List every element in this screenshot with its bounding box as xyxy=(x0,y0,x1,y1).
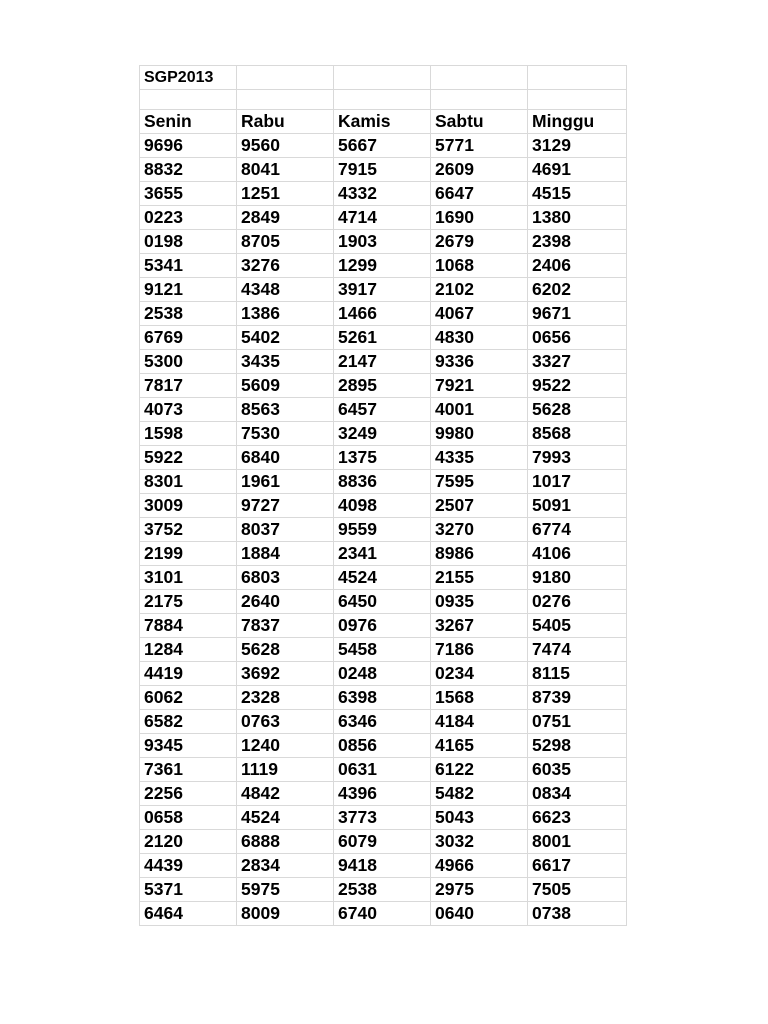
table-cell: 2341 xyxy=(334,542,431,566)
empty-cell xyxy=(334,90,431,110)
table-row xyxy=(140,494,627,518)
table-cell: 0738 xyxy=(528,902,627,926)
table-cell: 6398 xyxy=(334,686,431,710)
table-cell: 4524 xyxy=(237,806,334,830)
table-row xyxy=(140,782,627,806)
table-cell: 2679 xyxy=(431,230,528,254)
table-cell: 5667 xyxy=(334,134,431,158)
table-cell: 1017 xyxy=(528,470,627,494)
table-body xyxy=(140,66,627,926)
table-cell: 1240 xyxy=(237,734,334,758)
table-row xyxy=(140,278,627,302)
table-cell: 4396 xyxy=(334,782,431,806)
table-cell: 5771 xyxy=(431,134,528,158)
table-cell: 1251 xyxy=(237,182,334,206)
table-cell: 4842 xyxy=(237,782,334,806)
table-cell: 6122 xyxy=(431,758,528,782)
table-cell: 1598 xyxy=(140,422,237,446)
table-row xyxy=(140,590,627,614)
table-cell: 2538 xyxy=(334,878,431,902)
table-cell: 4348 xyxy=(237,278,334,302)
table-cell: 1690 xyxy=(431,206,528,230)
table-cell: 8001 xyxy=(528,830,627,854)
table-cell: 9671 xyxy=(528,302,627,326)
table-cell: 4691 xyxy=(528,158,627,182)
table-cell: 9336 xyxy=(431,350,528,374)
table-cell: 9522 xyxy=(528,374,627,398)
table-cell: 6769 xyxy=(140,326,237,350)
column-header-senin: Senin xyxy=(140,110,237,134)
table-cell: 7915 xyxy=(334,158,431,182)
table-cell: 6774 xyxy=(528,518,627,542)
table-cell: 5628 xyxy=(528,398,627,422)
table-cell: 6079 xyxy=(334,830,431,854)
table-cell: 0276 xyxy=(528,590,627,614)
table-cell: 3276 xyxy=(237,254,334,278)
table-cell: 9696 xyxy=(140,134,237,158)
table-cell: 0763 xyxy=(237,710,334,734)
table-cell: 9727 xyxy=(237,494,334,518)
table-cell: 4106 xyxy=(528,542,627,566)
table-cell: 6035 xyxy=(528,758,627,782)
table-cell: 9559 xyxy=(334,518,431,542)
table-cell: 2507 xyxy=(431,494,528,518)
table-cell: 6740 xyxy=(334,902,431,926)
table-cell: 0248 xyxy=(334,662,431,686)
table-cell: 4073 xyxy=(140,398,237,422)
table-cell: 4001 xyxy=(431,398,528,422)
table-cell: 1299 xyxy=(334,254,431,278)
table-cell: 6623 xyxy=(528,806,627,830)
table-cell: 7817 xyxy=(140,374,237,398)
table-cell: 5975 xyxy=(237,878,334,902)
table-cell: 3752 xyxy=(140,518,237,542)
table-cell: 0751 xyxy=(528,710,627,734)
table-row xyxy=(140,614,627,638)
table-cell: 9121 xyxy=(140,278,237,302)
table-cell: 0198 xyxy=(140,230,237,254)
table-cell: 5298 xyxy=(528,734,627,758)
column-header-rabu: Rabu xyxy=(237,110,334,134)
table-cell: 6450 xyxy=(334,590,431,614)
table-row xyxy=(140,350,627,374)
table-cell: 8986 xyxy=(431,542,528,566)
table-cell: 6464 xyxy=(140,902,237,926)
table-cell: 2640 xyxy=(237,590,334,614)
table-cell: 5609 xyxy=(237,374,334,398)
table-cell: 1375 xyxy=(334,446,431,470)
table-cell: 4098 xyxy=(334,494,431,518)
table-row xyxy=(140,902,627,926)
table-cell: 7921 xyxy=(431,374,528,398)
table-cell: 3327 xyxy=(528,350,627,374)
table-row xyxy=(140,158,627,182)
table-cell: 0640 xyxy=(431,902,528,926)
table-cell: 2406 xyxy=(528,254,627,278)
table-cell: 3101 xyxy=(140,566,237,590)
table-cell: 3249 xyxy=(334,422,431,446)
table-cell: 2975 xyxy=(431,878,528,902)
table-cell: 5458 xyxy=(334,638,431,662)
empty-row xyxy=(140,90,627,110)
table-cell: 9345 xyxy=(140,734,237,758)
table-cell: 2175 xyxy=(140,590,237,614)
table-cell: 5371 xyxy=(140,878,237,902)
title-row xyxy=(140,66,627,90)
table-cell: 6062 xyxy=(140,686,237,710)
table-cell: 8301 xyxy=(140,470,237,494)
table-cell: 7505 xyxy=(528,878,627,902)
table-cell: 2120 xyxy=(140,830,237,854)
table-cell: 4966 xyxy=(431,854,528,878)
empty-cell xyxy=(237,90,334,110)
empty-cell xyxy=(140,90,237,110)
table-cell: 5482 xyxy=(431,782,528,806)
table-cell: 4714 xyxy=(334,206,431,230)
table-cell: 4419 xyxy=(140,662,237,686)
table-cell: 3692 xyxy=(237,662,334,686)
table-cell: 2398 xyxy=(528,230,627,254)
table-cell: 1466 xyxy=(334,302,431,326)
table-cell: 2199 xyxy=(140,542,237,566)
table-cell: 5341 xyxy=(140,254,237,278)
table-row xyxy=(140,830,627,854)
table-cell: 0834 xyxy=(528,782,627,806)
table-cell: 4165 xyxy=(431,734,528,758)
table-cell: 0631 xyxy=(334,758,431,782)
table-row xyxy=(140,806,627,830)
table-cell: 7186 xyxy=(431,638,528,662)
table-row xyxy=(140,878,627,902)
table-cell: 1380 xyxy=(528,206,627,230)
table-row xyxy=(140,518,627,542)
table-cell: 0856 xyxy=(334,734,431,758)
table-cell: 6888 xyxy=(237,830,334,854)
results-table xyxy=(139,65,627,926)
table-cell: 8739 xyxy=(528,686,627,710)
empty-cell xyxy=(528,90,627,110)
table-cell: 1568 xyxy=(431,686,528,710)
table-row xyxy=(140,182,627,206)
column-header-minggu: Minggu xyxy=(528,110,627,134)
table-cell: 3435 xyxy=(237,350,334,374)
table-cell: 2609 xyxy=(431,158,528,182)
empty-cell xyxy=(528,66,627,90)
table-row xyxy=(140,254,627,278)
table-row xyxy=(140,230,627,254)
table-cell: 1961 xyxy=(237,470,334,494)
table-cell: 2328 xyxy=(237,686,334,710)
header-row xyxy=(140,110,627,134)
table-cell: 6202 xyxy=(528,278,627,302)
empty-cell xyxy=(431,90,528,110)
table-row xyxy=(140,398,627,422)
table-row xyxy=(140,470,627,494)
column-header-sabtu: Sabtu xyxy=(431,110,528,134)
table-cell: 0935 xyxy=(431,590,528,614)
table-row xyxy=(140,662,627,686)
table-cell: 3270 xyxy=(431,518,528,542)
table-cell: 5261 xyxy=(334,326,431,350)
table-row xyxy=(140,134,627,158)
table-cell: 8563 xyxy=(237,398,334,422)
table-cell: 8836 xyxy=(334,470,431,494)
table-cell: 6840 xyxy=(237,446,334,470)
table-cell: 8705 xyxy=(237,230,334,254)
table-cell: 5628 xyxy=(237,638,334,662)
table-cell: 1903 xyxy=(334,230,431,254)
table-cell: 3267 xyxy=(431,614,528,638)
table-cell: 5043 xyxy=(431,806,528,830)
table-cell: 1068 xyxy=(431,254,528,278)
table-cell: 7993 xyxy=(528,446,627,470)
table-cell: 1884 xyxy=(237,542,334,566)
table-cell: 2834 xyxy=(237,854,334,878)
table-row xyxy=(140,638,627,662)
table-cell: 6457 xyxy=(334,398,431,422)
table-cell: 9180 xyxy=(528,566,627,590)
table-cell: 6346 xyxy=(334,710,431,734)
table-cell: 3032 xyxy=(431,830,528,854)
table-cell: 8009 xyxy=(237,902,334,926)
table-cell: 3917 xyxy=(334,278,431,302)
table-cell: 1284 xyxy=(140,638,237,662)
table-cell: 6617 xyxy=(528,854,627,878)
table-row xyxy=(140,734,627,758)
table-cell: 5091 xyxy=(528,494,627,518)
table-cell: 7837 xyxy=(237,614,334,638)
table-row xyxy=(140,566,627,590)
table-cell: 6582 xyxy=(140,710,237,734)
table-cell: 0656 xyxy=(528,326,627,350)
table-cell: 5405 xyxy=(528,614,627,638)
table-cell: 0658 xyxy=(140,806,237,830)
table-cell: 2155 xyxy=(431,566,528,590)
table-cell: 8115 xyxy=(528,662,627,686)
table-cell: 8832 xyxy=(140,158,237,182)
table-cell: 5922 xyxy=(140,446,237,470)
table-cell: 9560 xyxy=(237,134,334,158)
table-cell: 3655 xyxy=(140,182,237,206)
table-row xyxy=(140,854,627,878)
table-cell: 0223 xyxy=(140,206,237,230)
table-row xyxy=(140,686,627,710)
table-cell: 2849 xyxy=(237,206,334,230)
table-cell: 2147 xyxy=(334,350,431,374)
table-cell: 3773 xyxy=(334,806,431,830)
table-cell: 7474 xyxy=(528,638,627,662)
table-cell: 4515 xyxy=(528,182,627,206)
table-cell: 8037 xyxy=(237,518,334,542)
sheet-title: SGP2013 xyxy=(140,66,237,90)
table-cell: 6803 xyxy=(237,566,334,590)
table-row xyxy=(140,422,627,446)
table-cell: 8568 xyxy=(528,422,627,446)
table-row xyxy=(140,446,627,470)
table-row xyxy=(140,374,627,398)
table-cell: 5402 xyxy=(237,326,334,350)
table-cell: 2895 xyxy=(334,374,431,398)
table-cell: 4332 xyxy=(334,182,431,206)
table-cell: 8041 xyxy=(237,158,334,182)
table-cell: 4335 xyxy=(431,446,528,470)
table-cell: 7884 xyxy=(140,614,237,638)
table-cell: 4067 xyxy=(431,302,528,326)
table-cell: 2256 xyxy=(140,782,237,806)
table-cell: 1386 xyxy=(237,302,334,326)
table-cell: 0234 xyxy=(431,662,528,686)
table-row xyxy=(140,206,627,230)
table-row xyxy=(140,710,627,734)
table-cell: 2102 xyxy=(431,278,528,302)
empty-cell xyxy=(431,66,528,90)
table-cell: 1119 xyxy=(237,758,334,782)
table-cell: 3129 xyxy=(528,134,627,158)
table-cell: 7595 xyxy=(431,470,528,494)
table-cell: 4524 xyxy=(334,566,431,590)
empty-cell xyxy=(237,66,334,90)
table-row xyxy=(140,326,627,350)
table-cell: 0976 xyxy=(334,614,431,638)
table-cell: 4439 xyxy=(140,854,237,878)
table-row xyxy=(140,758,627,782)
table-cell: 4184 xyxy=(431,710,528,734)
table-cell: 5300 xyxy=(140,350,237,374)
column-header-kamis: Kamis xyxy=(334,110,431,134)
table-cell: 4830 xyxy=(431,326,528,350)
table-cell: 7530 xyxy=(237,422,334,446)
table-cell: 3009 xyxy=(140,494,237,518)
table-cell: 9980 xyxy=(431,422,528,446)
table-cell: 6647 xyxy=(431,182,528,206)
table-cell: 9418 xyxy=(334,854,431,878)
table-cell: 7361 xyxy=(140,758,237,782)
table-row xyxy=(140,302,627,326)
empty-cell xyxy=(334,66,431,90)
table-cell: 2538 xyxy=(140,302,237,326)
table-row xyxy=(140,542,627,566)
